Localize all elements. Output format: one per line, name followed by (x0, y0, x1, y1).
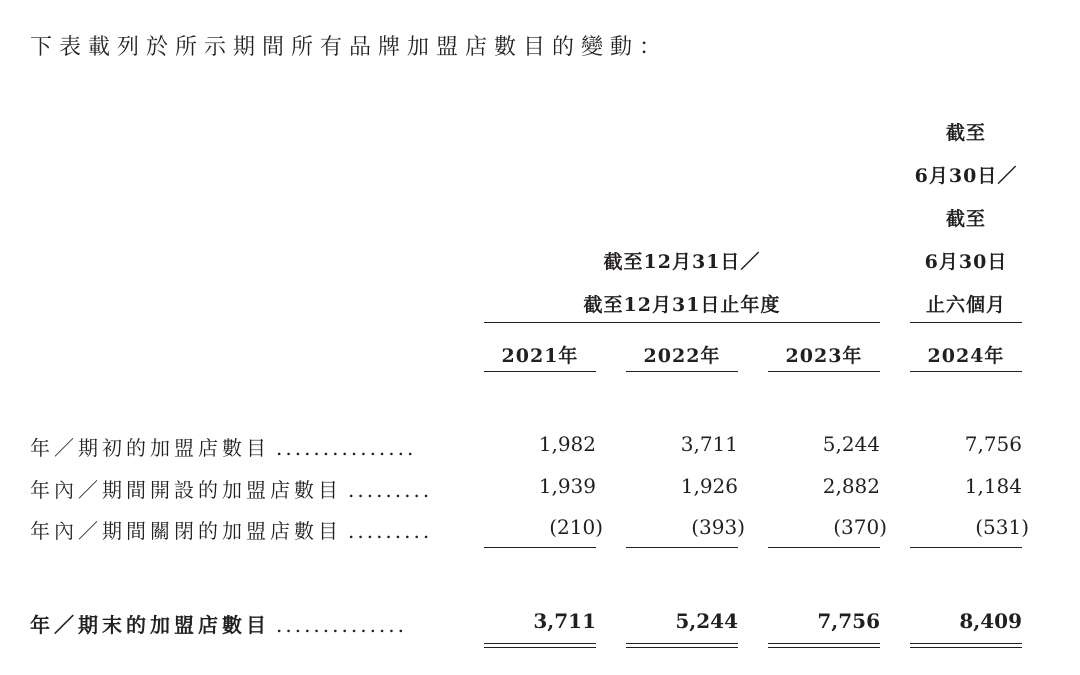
row-opened-2022: 1,926 (680, 474, 738, 498)
row-opening-dots: ............... (276, 436, 417, 460)
row-opened-text: 年內／期間開設的加盟店數目 (30, 478, 342, 502)
total-double-rule-2021 (484, 643, 596, 648)
row-opening-2022: 3,711 (680, 432, 738, 456)
total-double-rule-2022 (626, 643, 738, 648)
row-opened-2024: 1,184 (964, 474, 1022, 498)
row-closed-2024: (531) (975, 515, 1029, 539)
row-closing-2022: 5,244 (675, 609, 738, 633)
header-group-rule (484, 322, 880, 323)
row-opened-2021: 1,939 (538, 474, 596, 498)
row-closed-text: 年內／期間關閉的加盟店數目 (30, 519, 342, 543)
year-header-2022: 2022年 (643, 345, 721, 367)
header-group-line2: 截至12月31日止年度 (583, 294, 781, 316)
year-rule-2024 (910, 371, 1022, 372)
row-closed-2021: (210) (549, 515, 603, 539)
year-rule-2022 (626, 371, 738, 372)
header-last-line3: 截至 (945, 208, 986, 230)
row-opened-2023: 2,882 (822, 474, 880, 498)
row-closing-2024: 8,409 (959, 609, 1022, 633)
year-rule-2021 (484, 371, 596, 372)
row-closing-text: 年／期末的加盟店數目 (30, 613, 270, 637)
row-opening-text: 年／期初的加盟店數目 (30, 436, 270, 460)
row-closed-2022: (393) (691, 515, 745, 539)
row-opening-2023: 5,244 (822, 432, 880, 456)
total-double-rule-2024 (910, 643, 1022, 648)
year-header-2023: 2023年 (785, 345, 863, 367)
header-last-line2: 6月30日／ (914, 165, 1018, 187)
row-opened-dots: ......... (348, 478, 433, 502)
subtotal-rule-2021 (484, 547, 596, 548)
total-double-rule-2023 (768, 643, 880, 648)
row-closing-2023: 7,756 (817, 609, 880, 633)
row-opening-2021: 1,982 (538, 432, 596, 456)
intro-text: 下表載列於所示期間所有品牌加盟店數目的變動： (30, 35, 669, 60)
subtotal-rule-2023 (768, 547, 880, 548)
row-closing-dots: .............. (276, 613, 408, 637)
header-group-line1: 截至12月31日／ (603, 251, 761, 273)
row-closing-label (30, 609, 407, 638)
subtotal-rule-2022 (626, 547, 738, 548)
year-header-2021: 2021年 (501, 345, 579, 367)
subtotal-rule-2024 (910, 547, 1022, 548)
header-last-line5: 止六個月 (925, 294, 1006, 316)
header-last-rule (910, 322, 1022, 323)
row-opening-label (30, 432, 416, 461)
row-opening-2024: 7,756 (964, 432, 1022, 456)
year-header-2024: 2024年 (927, 345, 1005, 367)
year-rule-2023 (768, 371, 880, 372)
header-last-line4: 6月30日 (924, 251, 1008, 273)
row-opened-label (30, 474, 432, 503)
row-closed-dots: ......... (348, 519, 433, 543)
row-closed-2023: (370) (833, 515, 887, 539)
row-closing-2021: 3,711 (533, 609, 596, 633)
header-last-line1: 截至 (945, 122, 986, 144)
row-closed-label (30, 515, 432, 544)
